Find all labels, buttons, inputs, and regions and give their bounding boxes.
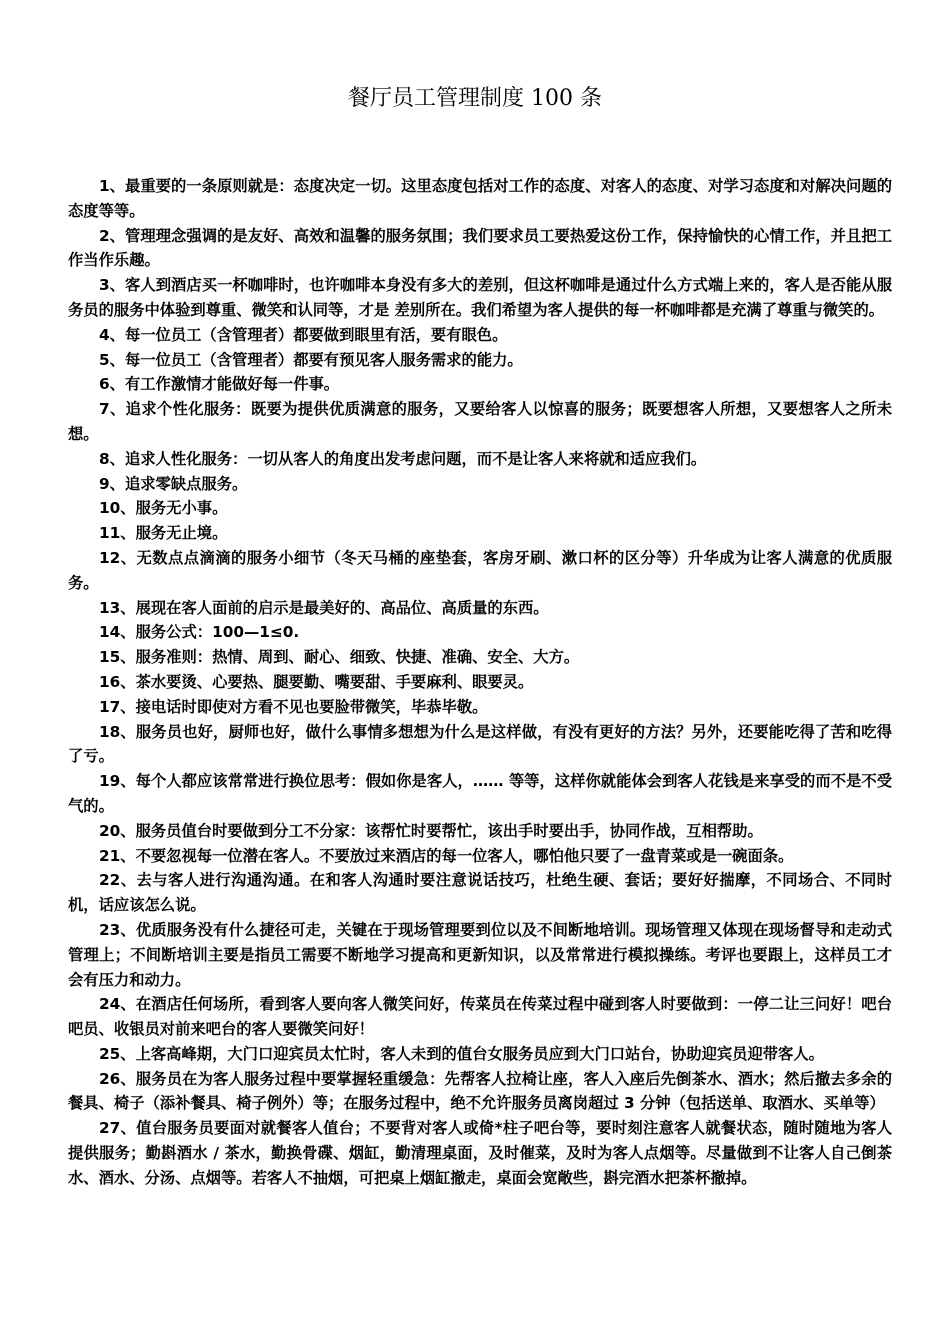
rule-paragraph: 3、客人到酒店买一杯咖啡时，也许咖啡本身没有多大的差别，但这杯咖啡是通过什么方式端上来的，客人是否能从服务员的服务中体验到尊重、微笑和认同等，才是 差别所在。我们希望为客人提供的每一杯咖啡都是充满了尊重与微笑的。 <box>68 276 892 319</box>
rule-paragraph: 13、展现在客人面前的启示是最美好的、高品位、高质量的东西。 <box>99 598 549 617</box>
rule-paragraph: 7、追求个性化服务：既要为提供优质满意的服务，又要给客人以惊喜的服务；既要想客人所想，又要想客人之所未想。 <box>68 400 892 443</box>
rule-paragraph: 10、服务无小事。 <box>99 499 228 518</box>
rule-paragraph: 6、有工作激情才能做好每一件事。 <box>99 375 340 394</box>
rule-paragraph: 21、不要忽视每一位潜在客人。不要放过来酒店的每一位客人，哪怕他只要了一盘青菜或是一碗面条。 <box>99 846 794 865</box>
rule-paragraph: 11、服务无止境。 <box>99 524 228 543</box>
rule-paragraph: 9、追求零缺点服务。 <box>99 474 248 493</box>
document-title: 餐厅员工管理制度 100 条 <box>348 86 602 111</box>
rule-paragraph: 16、茶水要烫、心要热、腿要勤、嘴要甜、手要麻利、眼要灵。 <box>99 672 534 691</box>
rule-paragraph: 23、优质服务没有什么捷径可走，关键在于现场管理要到位以及不间断地培训。现场管理又体现在现场督导和走动式管理上；不间断培训主要是指员工需要不断地学习提高和更新知识，以及常常进行模拟操练。考评也要跟上，这样员工才会有压力和动力。 <box>68 920 892 989</box>
rule-paragraph: 19、每个人都应该常常进行换位思考：假如你是客人，…… 等等，这样你就能体会到客人花钱是来享受的而不是不受气的。 <box>68 772 892 815</box>
rule-paragraph: 20、服务员值台时要做到分工不分家：该帮忙时要帮忙，该出手时要出手，协同作战，互相帮助。 <box>99 821 763 840</box>
rule-paragraph: 1、最重要的一条原则就是：态度决定一切。这里态度包括对工作的态度、对客人的态度、对学习态度和对解决问题的态度等等。 <box>68 177 892 220</box>
rule-paragraph: 14、服务公式：100—1≤0. <box>99 623 300 642</box>
rule-paragraph: 24、在酒店任何场所，看到客人要向客人微笑问好，传菜员在传菜过程中碰到客人时要做到：一停二让三问好！吧台吧员、收银员对前来吧台的客人要微笑问好！ <box>68 995 892 1039</box>
rule-paragraph: 4、每一位员工（含管理者）都要做到眼里有活，要有眼色。 <box>99 325 508 344</box>
rule-paragraph: 15、服务准则：热情、周到、耐心、细致、快捷、准确、安全、大方。 <box>99 648 580 667</box>
rules-list <box>68 174 892 1191</box>
rule-paragraph: 27、值台服务员要面对就餐客人值台；不要背对客人或倚*柱子吧台等，要时刻注意客人就餐状态，随时随地为客人提供服务；勤斟酒水 / 茶水，勤换骨碟、烟缸，勤清理桌面，及时催菜，及时为客人点烟等。尽量做到不让客人自己倒茶水、酒水、分汤、点烟等。若客人不抽烟，可把桌上烟缸撤走，桌面会宽敞些，斟完酒水把茶杯撤掉。 <box>68 1119 892 1187</box>
rule-paragraph: 17、接电话时即使对方看不见也要脸带微笑，毕恭毕敬。 <box>99 697 488 716</box>
rule-paragraph: 26、服务员在为客人服务过程中要掌握轻重缓急：先帮客人拉椅让座，客人入座后先倒茶水、酒水；然后撤去多余的餐具、椅子（添补餐具、椅子例外）等；在服务过程中，绝不允许服务员离岗超过 3 分钟（包括送单、取酒水、买单等） <box>68 1069 892 1113</box>
rule-paragraph: 22、去与客人进行沟通沟通。在和客人沟通时要注意说话技巧，杜绝生硬、套话；要好好揣摩，不同场合、不同时机，话应该怎么说。 <box>68 871 892 915</box>
rule-paragraph: 5、每一位员工（含管理者）都要有预见客人服务需求的能力。 <box>99 350 523 369</box>
rule-paragraph: 25、上客高峰期，大门口迎宾员太忙时，客人未到的值台女服务员应到大门口站台，协助迎宾员迎带客人。 <box>99 1044 824 1063</box>
rule-paragraph: 12、无数点点滴滴的服务小细节（冬天马桶的座垫套，客房牙刷、漱口杯的区分等）升华成为让客人满意的优质服务。 <box>68 548 892 592</box>
rule-paragraph: 2、管理理念强调的是友好、高效和温馨的服务氛围；我们要求员工要热爱这份工作，保持愉快的心情工作，并且把工作当作乐趣。 <box>68 226 892 270</box>
rule-paragraph: 18、服务员也好，厨师也好，做什么事情多想想为什么是这样做，有没有更好的方法？另外，还要能吃得了苦和吃得了亏。 <box>68 722 892 766</box>
rule-paragraph: 8、追求人性化服务：一切从客人的角度出发考虑问题，而不是让客人来将就和适应我们。 <box>99 449 707 468</box>
